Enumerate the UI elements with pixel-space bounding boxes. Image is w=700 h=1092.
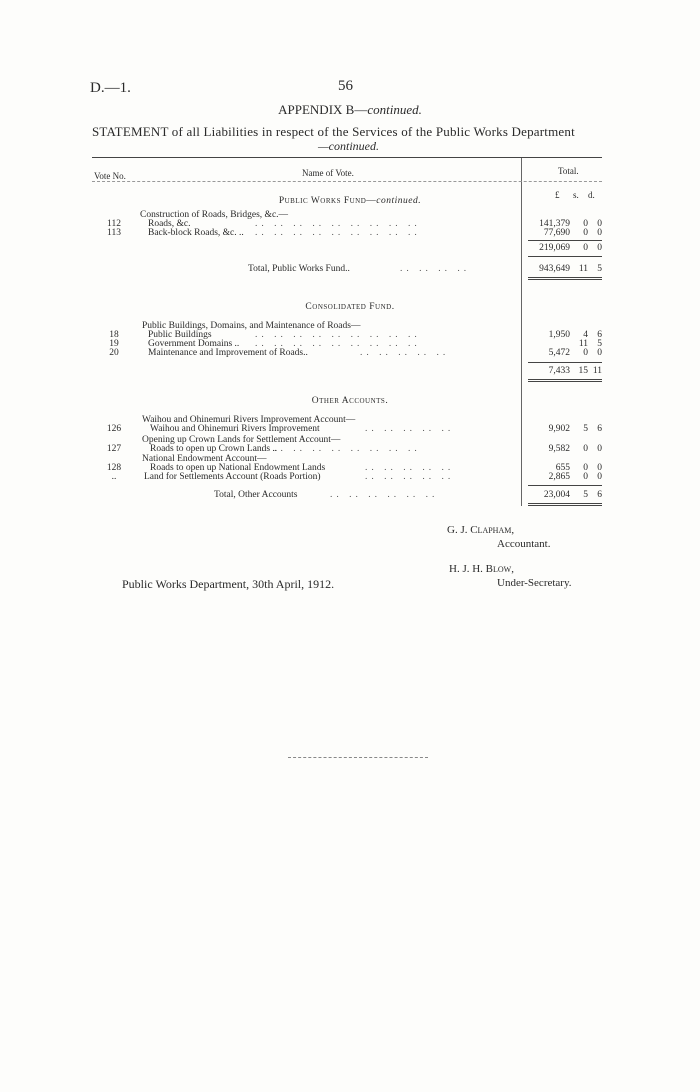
total-row-public-works [0,264,700,276]
amount-pence: 0 [597,444,602,454]
amount-pence: 0 [597,228,602,238]
signatory-name-text: H. J. H. Blow, [449,563,514,575]
table-row [0,444,700,456]
leader-dots: .. .. .. .. [400,264,471,274]
amount-shillings: 0 [583,463,588,473]
statement-title: STATEMENT of all Liabilities in respect of the Services of the Public Works Department [92,124,575,139]
leader-dots: .. .. .. .. .. .. .. .. .. [255,330,421,340]
subtotal-row [0,243,700,255]
group-construction-roads: Construction of Roads, Bridges, &c.— [140,210,289,220]
subtotal-pence: 0 [597,243,602,253]
signatory-name-text: G. J. Clapham, [447,524,515,536]
total-double-rule-2 [528,279,602,280]
header-rule [92,181,602,182]
leader-dots: .. .. .. .. .. .. .. .. .. [255,444,421,454]
signatory-under-secretary-name [449,563,514,575]
appendix-label: APPENDIX B— [278,102,368,117]
column-pence: d. [588,190,595,200]
total-shillings: 11 [578,264,588,274]
total-pence: 5 [597,264,602,274]
signatory-accountant-title: Accountant. [497,538,551,550]
amount-pence: 0 [597,463,602,473]
total-label: Total, Other Accounts [214,490,298,500]
amount-pence: 6 [597,424,602,434]
amount-pence: 0 [597,472,602,482]
amount-pence: 0 [597,219,602,229]
amount-pence: 6 [597,330,602,340]
amount-pounds: 655 [555,463,570,473]
amount-shillings: 5 [583,424,588,434]
leader-dots: .. .. .. .. .. .. .. .. .. [255,219,421,229]
leader-dots: .. .. .. .. .. .. .. .. .. [255,339,421,349]
group-waihou: Waihou and Ohinemuri Rivers Improvement Account— [142,415,356,425]
vote-number: 18 [109,330,119,340]
signatory-accountant-name [447,524,514,536]
vote-number: 113 [107,228,121,238]
amount-pounds: 141,379 [539,219,570,229]
leader-dots: .. .. .. .. .. .. [330,490,439,500]
subtotal-pounds: 219,069 [539,243,570,253]
vote-name: Back-block Roads, &c. .. [148,228,244,238]
total-row-consolidated [0,366,700,378]
subtotal-rule [528,362,602,363]
leader-dots: .. .. .. .. .. [360,348,450,358]
total-shillings: 5 [583,490,588,500]
amount-pounds: 9,582 [548,444,570,454]
amount-pence: 0 [597,348,602,358]
vote-name: Land for Settlements Account (Roads Portion) [144,472,321,482]
subtotal-shillings: 0 [583,243,588,253]
table-row [0,348,700,360]
vote-name: Waihou and Ohinemuri Rivers Improvement [150,424,320,434]
group-national-endowment: National Endowment Account— [142,454,267,464]
signatory-under-secretary-title: Under-Secretary. [497,577,572,589]
group-crown-lands: Opening up Crown Lands for Settlement Account— [142,435,341,445]
subtotal-bottom-rule [528,256,602,257]
total-double-rule-2 [528,381,602,382]
total-label: Total, Public Works Fund.. [248,264,350,274]
section-public-works-fund [0,196,700,206]
vote-number: 127 [106,444,122,454]
vote-number: 20 [109,348,119,358]
amount-shillings: 0 [583,228,588,238]
table-top-rule [92,157,602,158]
vote-number: 112 [107,219,121,229]
column-total: Total. [558,166,579,176]
total-pence: 11 [592,366,602,376]
group-public-buildings: Public Buildings, Domains, and Maintenance of Roads— [142,321,361,331]
amount-shillings: 0 [583,348,588,358]
section-consolidated-fund: Consolidated Fund. [305,302,395,312]
leader-dots: .. .. .. .. .. [365,463,455,473]
appendix-continued: continued. [367,102,422,117]
vote-number: 19 [109,339,119,349]
vote-name: Roads to open up National Endowment Lands [150,463,326,473]
vote-name: Roads to open up Crown Lands .. [150,444,278,454]
amount-shillings: 11 [578,339,588,349]
total-shillings: 15 [578,366,588,376]
amount-pence: 5 [597,339,602,349]
column-vote-no: Vote No. [94,171,126,181]
vote-number: .. [111,472,117,482]
column-name-of-vote: Name of Vote. [302,168,354,178]
leader-dots: .. .. .. .. .. [365,472,455,482]
amount-pounds: 2,865 [548,472,570,482]
total-double-rule [528,277,602,278]
total-pounds: 23,004 [543,490,570,500]
section-public-works-continued: continued. [376,196,422,206]
subtotal-rule [528,240,602,241]
total-double-rule [528,379,602,380]
amount-shillings: 4 [583,330,588,340]
amount-pounds: 5,472 [548,348,570,358]
total-pence: 6 [597,490,602,500]
section-other-accounts: Other Accounts. [311,396,389,406]
total-pounds: 943,649 [539,264,570,274]
document-date-line: Public Works Department, 30th April, 1912. [122,577,335,591]
page-number: 56 [338,78,353,94]
page-reference: D.—1. [90,80,131,96]
leader-dots: .. .. .. .. .. .. .. .. .. [255,228,421,238]
vote-name: Public Buildings [148,330,212,340]
total-row-other-accounts [0,490,700,502]
appendix-title [0,102,700,118]
column-pounds: £ [555,190,560,200]
table-row [0,424,700,436]
amount-pounds: 77,690 [543,228,570,238]
total-double-rule [528,503,602,504]
vote-name: Roads, &c. [148,219,191,229]
vote-number: 126 [106,424,122,434]
column-shillings: s. [573,190,579,200]
total-double-rule-2 [528,505,602,506]
vote-number: 128 [106,463,122,473]
vote-name: Maintenance and Improvement of Roads.. [148,348,308,358]
amount-shillings: 0 [583,472,588,482]
total-pounds: 7,433 [548,366,570,376]
subtotal-rule [528,485,602,486]
amount-pounds: 1,950 [548,330,570,340]
amount-pounds: 9,902 [548,424,570,434]
amount-shillings: 0 [583,219,588,229]
table-row [0,472,700,484]
table-row [0,228,700,240]
end-rule [288,757,428,758]
section-public-works-title: Public Works Fund— [278,196,377,206]
amount-shillings: 0 [583,444,588,454]
statement-continued: —continued. [318,139,379,153]
leader-dots: .. .. .. .. .. [365,424,455,434]
vote-name: Government Domains .. [148,339,240,349]
